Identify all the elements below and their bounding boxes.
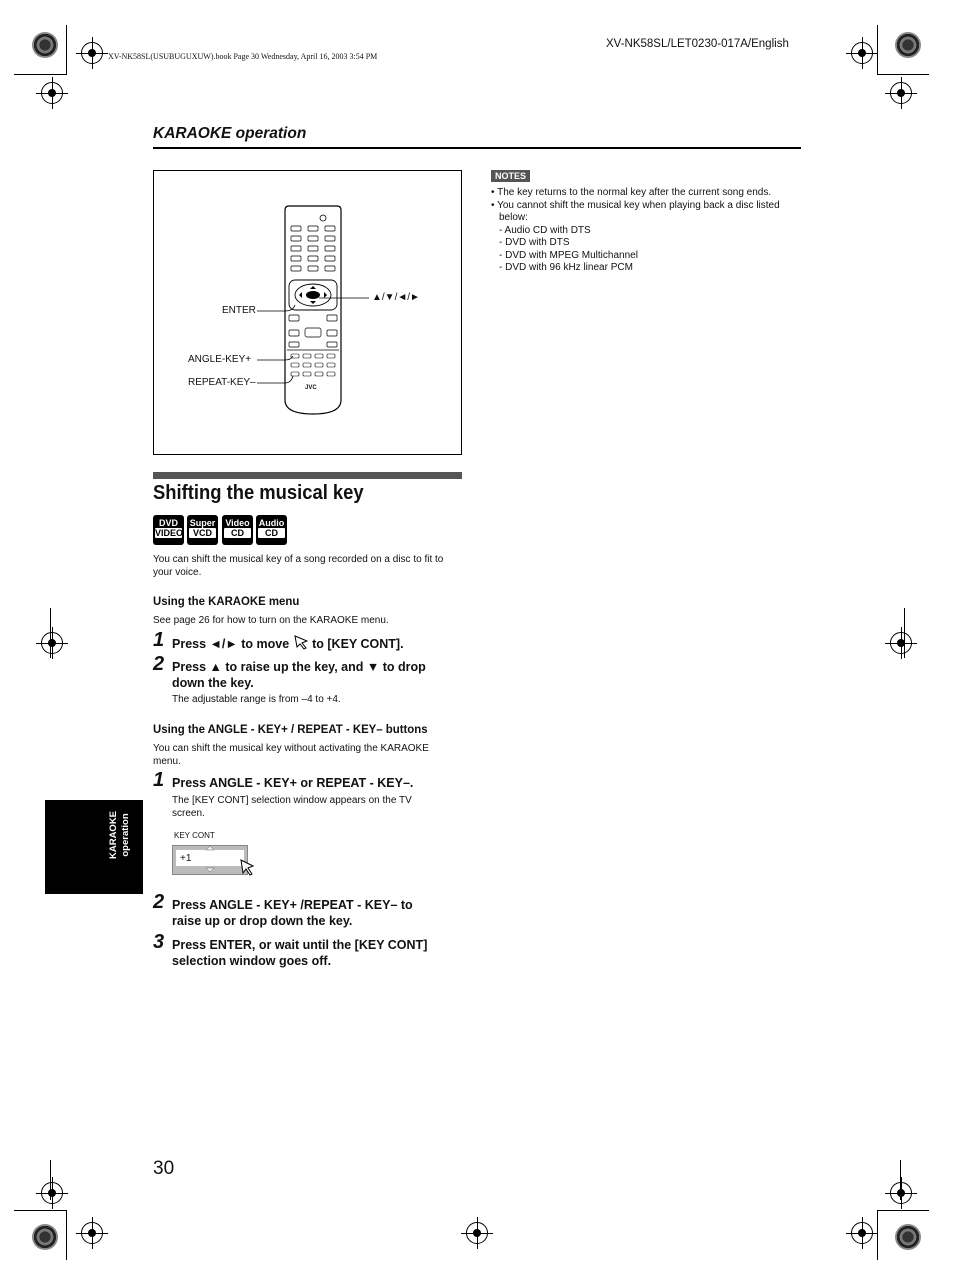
note-item: • You cannot shift the musical key when playing back a disc listed: [491, 199, 780, 211]
notes-list: [491, 187, 811, 275]
crosshair-mark: [41, 632, 63, 654]
audio-cd-logo: Audio CD: [256, 515, 287, 545]
note-subitem: - Audio CD with DTS: [499, 224, 591, 236]
intro-text: You can shift the musical key of a song recorded on a disc to fit to your voice.: [153, 554, 444, 578]
crop-line: [50, 608, 51, 658]
crosshair-mark: [41, 1182, 63, 1204]
crop-line: [50, 1160, 51, 1200]
remote-control-illustration: [153, 170, 462, 455]
remote-brand: JVC: [305, 385, 317, 391]
down-arrow-icon: [204, 867, 216, 873]
crosshair-mark: [851, 42, 873, 64]
step-text: Press ◄/► to move to [KEY CONT].: [172, 637, 404, 651]
crop-line: [14, 74, 66, 75]
label-enter: ENTER: [222, 305, 256, 316]
subheading-description: You can shift the musical key without activating the KARAOKE menu.: [153, 743, 429, 767]
model-code: XV-NK58SL/LET0230-017A/English: [606, 38, 789, 50]
subheading-note: See page 26 for how to turn on the KARAOKE menu.: [153, 615, 389, 626]
subheading-karaoke-menu: Using the KARAOKE menu: [153, 594, 300, 608]
dvd-video-logo: DVD VIDEO: [153, 515, 184, 545]
side-tab-label: KARAOKE operation: [108, 810, 131, 860]
keycont-label: KEY CONT: [174, 831, 215, 840]
step-text: Press ENTER, or wait until the [KEY CONT] selection window goes off.: [172, 938, 428, 968]
file-info-line: XV-NK58SL(USUBUGUXUW).book Page 30 Wednesday, April 16, 2003 3:54 PM: [108, 52, 378, 61]
note-subitem: - DVD with DTS: [499, 237, 570, 248]
crop-line: [904, 608, 905, 658]
crop-line: [66, 25, 67, 75]
crosshair-mark: [890, 632, 912, 654]
note-subitem: - DVD with MPEG Multichannel: [499, 249, 638, 261]
section-rule: [153, 147, 801, 149]
crosshair-mark: [851, 1222, 873, 1244]
crosshair-mark: [81, 42, 103, 64]
label-repeat-key: REPEAT-KEY–: [188, 377, 256, 388]
step-number: 1: [153, 629, 165, 651]
note-item: • The key returns to the normal key after the current song ends.: [491, 187, 772, 198]
crosshair-mark: [466, 1222, 488, 1244]
super-vcd-logo: Super VCD: [187, 515, 218, 545]
crop-line: [877, 1210, 929, 1211]
keycont-value: +1: [180, 853, 192, 864]
crop-line: [877, 74, 929, 75]
page-number: 30: [153, 1158, 175, 1179]
crosshair-mark: [890, 82, 912, 104]
notes-tag: NOTES: [491, 170, 530, 182]
cursor-icon: [293, 635, 309, 650]
video-cd-logo: Video CD: [222, 515, 253, 545]
step-note: The adjustable range is from –4 to +4.: [172, 694, 341, 705]
crosshair-mark: [41, 82, 63, 104]
crop-line: [877, 25, 878, 75]
registration-target-top-right: [895, 32, 921, 58]
crosshair-mark: [81, 1222, 103, 1244]
heading-bar: [153, 472, 462, 479]
step-text: Press ANGLE - KEY+ or REPEAT - KEY–.: [172, 776, 414, 790]
cursor-icon: [239, 859, 255, 877]
step-text: Press ▲ to raise up the key, and ▼ to drop down the key.: [172, 660, 426, 690]
registration-target-bottom-left: [32, 1224, 58, 1250]
page-heading: Shifting the musical key: [153, 482, 364, 504]
registration-target-bottom-right: [895, 1224, 921, 1250]
label-angle-key: ANGLE-KEY+: [188, 354, 252, 365]
step-number: 2: [153, 891, 165, 913]
step-number: 3: [153, 931, 165, 953]
crop-line: [14, 1210, 66, 1211]
section-title: KARAOKE operation: [153, 125, 307, 142]
subheading-angle-repeat: Using the ANGLE - KEY+ / REPEAT - KEY– buttons: [153, 722, 428, 736]
label-arrows: ▲/▼/◄/►: [372, 292, 420, 303]
crosshair-mark: [890, 1182, 912, 1204]
note-subitem: - DVD with 96 kHz linear PCM: [499, 262, 633, 273]
crop-line: [877, 1210, 878, 1260]
up-arrow-icon: [204, 845, 216, 851]
step-note: The [KEY CONT] selection window appears on the TV screen.: [172, 795, 412, 819]
step-number: 1: [153, 769, 165, 791]
registration-target-top-left: [32, 32, 58, 58]
note-item-cont: below:: [499, 212, 528, 223]
crop-line: [900, 1160, 901, 1200]
crop-line: [66, 1210, 67, 1260]
step-text: Press ANGLE - KEY+ /REPEAT - KEY– to raise up or drop down the key.: [172, 898, 413, 928]
step-number: 2: [153, 653, 165, 675]
